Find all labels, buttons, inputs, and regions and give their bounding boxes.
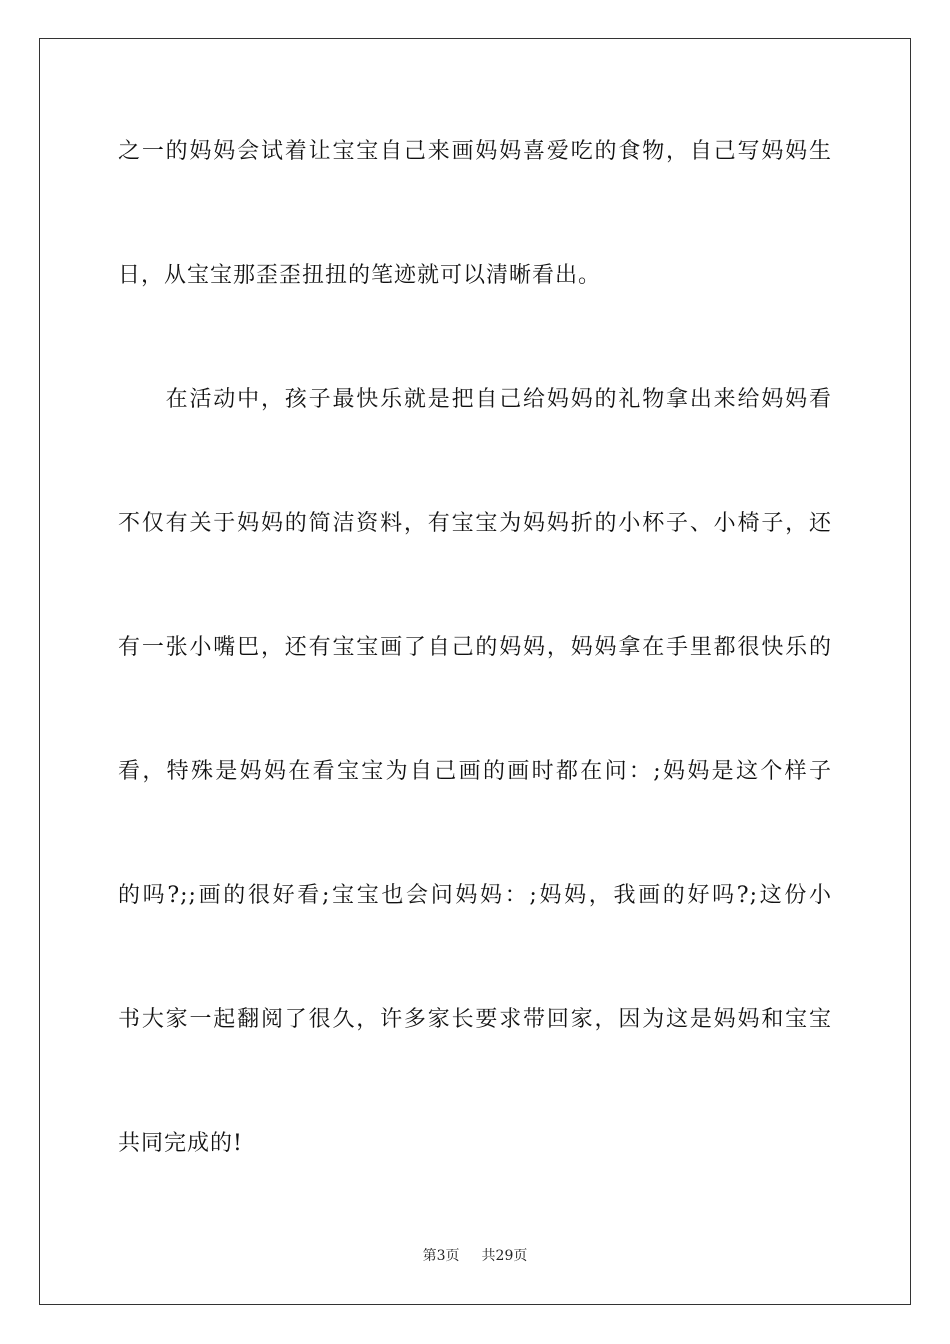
text-line: 之一的妈妈会试着让宝宝自己来画妈妈喜爱吃的食物，自己写妈妈生 [118,139,832,164]
page-number: 第3页 [422,1248,460,1264]
page-footer [0,1247,950,1265]
text-line: 不仅有关于妈妈的简洁资料，有宝宝为妈妈折的小杯子、小椅子，还 [118,511,832,536]
text-line: 日，从宝宝那歪歪扭扭的笔迹就可以清晰看出。 [118,263,602,288]
text-line: 看，特殊是妈妈在看宝宝为自己画的画时都在问：;妈妈是这个样子 [118,759,832,784]
page-total: 共29页 [481,1248,528,1264]
text-line: 共同完成的! [118,1131,243,1156]
text-line: 的吗?;;画的很好看;宝宝也会问妈妈：;妈妈，我画的好吗?;这份小 [118,883,832,908]
text-line: 在活动中，孩子最快乐就是把自己给妈妈的礼物拿出来给妈妈看 [118,387,832,412]
text-line: 有一张小嘴巴，还有宝宝画了自己的妈妈，妈妈拿在手里都很快乐的 [118,635,832,660]
text-line: 书大家一起翻阅了很久，许多家长要求带回家，因为这是妈妈和宝宝 [118,1007,832,1032]
page-border [39,38,911,1305]
